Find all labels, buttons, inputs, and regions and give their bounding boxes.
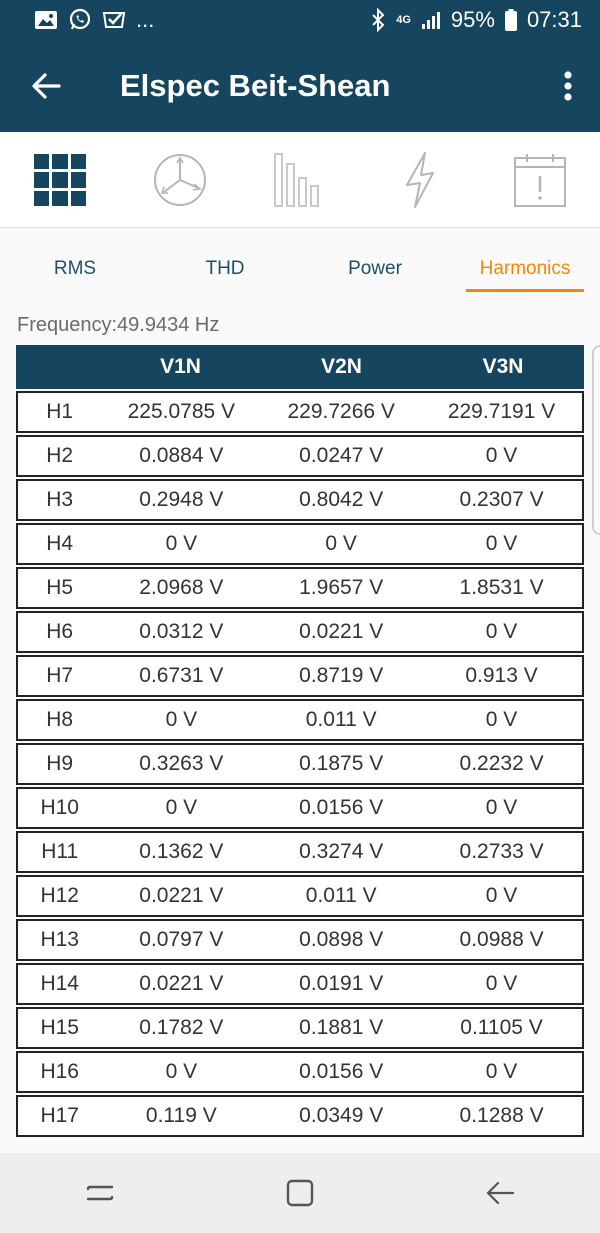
table-row[interactable] [16,1051,584,1093]
v3n-cell: 0 V [485,796,518,819]
v1n-cell: 0.0221 V [139,884,224,907]
bar-chart-icon [273,152,327,208]
harmonic-cell: H7 [46,664,74,687]
whatsapp-icon [68,8,92,32]
more-notifications: ... [136,7,155,32]
harmonic-cell: H12 [40,884,79,907]
v2n-cell: 0.0247 V [299,444,384,467]
v2n-cell: 0.0221 V [299,620,384,643]
v2n-cell: 0.0349 V [299,1104,384,1127]
harmonic-cell: H4 [46,532,74,555]
table-view-button[interactable] [20,145,100,215]
table-row[interactable] [16,743,584,785]
notification-icons [34,7,154,33]
bluetooth-icon [370,8,386,32]
v3n-cell: 0.913 V [465,664,538,687]
gallery-icon [34,10,58,30]
table-row[interactable] [16,963,584,1005]
v3n-cell: 0.2307 V [459,488,544,511]
status-bar [0,0,600,40]
table-row[interactable] [16,831,584,873]
tab-harmonics[interactable]: Harmonics [450,250,600,292]
view-toolbar [0,132,600,228]
v1n-cell: 0 V [165,1060,198,1083]
v1n-cell: 0.2948 V [139,488,224,511]
v1n-cell: 225.0785 V [127,400,236,423]
v2n-cell: 0.011 V [305,884,377,907]
tab-rms[interactable]: RMS [53,258,97,279]
v1n-cell: 0 V [165,708,198,731]
harmonic-cell: H10 [40,796,79,819]
grid-icon [34,154,86,206]
v2n-cell: 0.0156 V [299,1060,384,1083]
battery-percent: 95% [450,7,495,32]
v1n-cell: 0.0221 V [139,972,224,995]
harmonic-cell: H14 [40,972,79,995]
table-row[interactable] [16,875,584,917]
v3n-cell: 0.1288 V [459,1104,544,1127]
arrow-left-icon [31,73,61,99]
clock: 07:31 [526,7,582,32]
v1n-cell: 0.0797 V [139,928,224,951]
system-status [370,7,582,33]
v2n-cell: 0.0156 V [299,796,384,819]
table-row[interactable] [16,699,584,741]
v3n-cell: 0 V [485,532,518,555]
v1n-cell: 0.1362 V [139,840,224,863]
v2n-cell: 0.0191 V [299,972,384,995]
v1n-cell: 0 V [165,796,198,819]
battery-icon [505,9,517,31]
v3n-cell: 229.7191 V [447,400,556,423]
harmonic-cell: H11 [41,840,79,863]
table-row[interactable] [16,435,584,477]
harmonics-table[interactable] [16,345,584,1153]
table-row[interactable] [16,523,584,565]
table-body [16,391,584,1137]
alarms-button[interactable] [500,145,580,215]
harmonic-cell: H16 [40,1060,79,1083]
v1n-cell: 0.0884 V [139,444,224,467]
page-title: Elspec Beit-Shean [120,68,391,103]
check-icon [102,9,126,31]
header-v2n: V2N [321,355,362,378]
harmonic-cell: H2 [46,444,74,467]
frequency-readout: Frequency:49.9434 Hz [17,314,220,336]
network-type: 4G [396,14,411,26]
table-row[interactable] [16,1095,584,1137]
v3n-cell: 0 V [485,884,518,907]
v2n-cell: 0.8719 V [299,664,384,687]
more-vert-icon [563,70,573,102]
harmonic-cell: H5 [46,576,74,599]
home-button[interactable] [270,1168,330,1218]
v3n-cell: 0.0988 V [459,928,544,951]
home-icon [285,1178,315,1208]
scroll-edge-handle[interactable] [592,345,600,535]
table-row[interactable] [16,567,584,609]
v3n-cell: 0.1105 V [460,1016,543,1039]
table-row[interactable] [16,1007,584,1049]
calendar-alert-icon [513,152,567,208]
v3n-cell: 0 V [485,972,518,995]
header-v1n: V1N [160,355,201,378]
phasor-icon [152,152,208,208]
v1n-cell: 0.3263 V [139,752,224,775]
v2n-cell: 0.1875 V [299,752,384,775]
phasor-view-button[interactable] [140,145,220,215]
table-row[interactable] [16,611,584,653]
back-nav-button[interactable] [470,1168,530,1218]
v2n-cell: 229.7266 V [287,400,395,423]
v2n-cell: 0.3274 V [299,840,384,863]
v2n-cell: 0.0898 V [299,928,384,951]
table-row[interactable] [16,391,584,433]
overflow-menu-button[interactable] [554,66,582,106]
v3n-cell: 0.2232 V [459,752,544,775]
v1n-cell: 2.0968 V [139,576,224,599]
v2n-cell: 1.9657 V [299,576,384,599]
v3n-cell: 0 V [485,708,518,731]
v3n-cell: 0 V [485,444,518,467]
harmonic-cell: H3 [46,488,74,511]
v3n-cell: 0.2733 V [459,840,544,863]
header-v3n: V3N [482,355,524,378]
harmonic-cell: H9 [46,752,74,775]
v1n-cell: 0 V [165,532,198,555]
back-nav-icon [485,1180,515,1206]
app-bar [0,40,600,132]
table-row[interactable] [16,919,584,961]
v2n-cell: 0 V [325,532,357,555]
table-row[interactable] [16,787,584,829]
recent-apps-icon [85,1180,115,1206]
v3n-cell: 0 V [485,1060,518,1083]
v1n-cell: 0.1782 V [139,1016,224,1039]
v3n-cell: 0 V [485,620,518,643]
v2n-cell: 0.1881 V [299,1016,384,1039]
harmonic-cell: H15 [40,1016,79,1039]
harmonic-cell: H17 [40,1104,79,1127]
v3n-cell: 1.8531 V [459,576,544,599]
v2n-cell: 0.011 V [305,708,377,731]
tab-power[interactable]: Power [348,258,402,279]
events-button[interactable] [380,145,460,215]
harmonic-cell: H13 [40,928,79,951]
harmonic-cell: H8 [46,708,74,731]
v1n-cell: 0.119 V [145,1104,217,1127]
table-header [16,345,584,389]
v2n-cell: 0.8042 V [299,488,384,511]
harmonic-cell: H1 [46,400,74,423]
table-row[interactable] [16,655,584,697]
v1n-cell: 0.0312 V [139,620,224,643]
harmonic-cell: H6 [46,620,74,643]
lightning-icon [403,151,437,209]
tab-thd[interactable]: THD [205,258,245,279]
harmonics-chart-button[interactable] [260,145,340,215]
recent-apps-button[interactable] [70,1168,130,1218]
table-row[interactable] [16,479,584,521]
navigation-bar [0,1153,600,1233]
signal-icon [421,10,441,30]
v1n-cell: 0.6731 V [139,664,224,687]
tab-bar [0,250,600,292]
back-button[interactable] [22,64,70,108]
